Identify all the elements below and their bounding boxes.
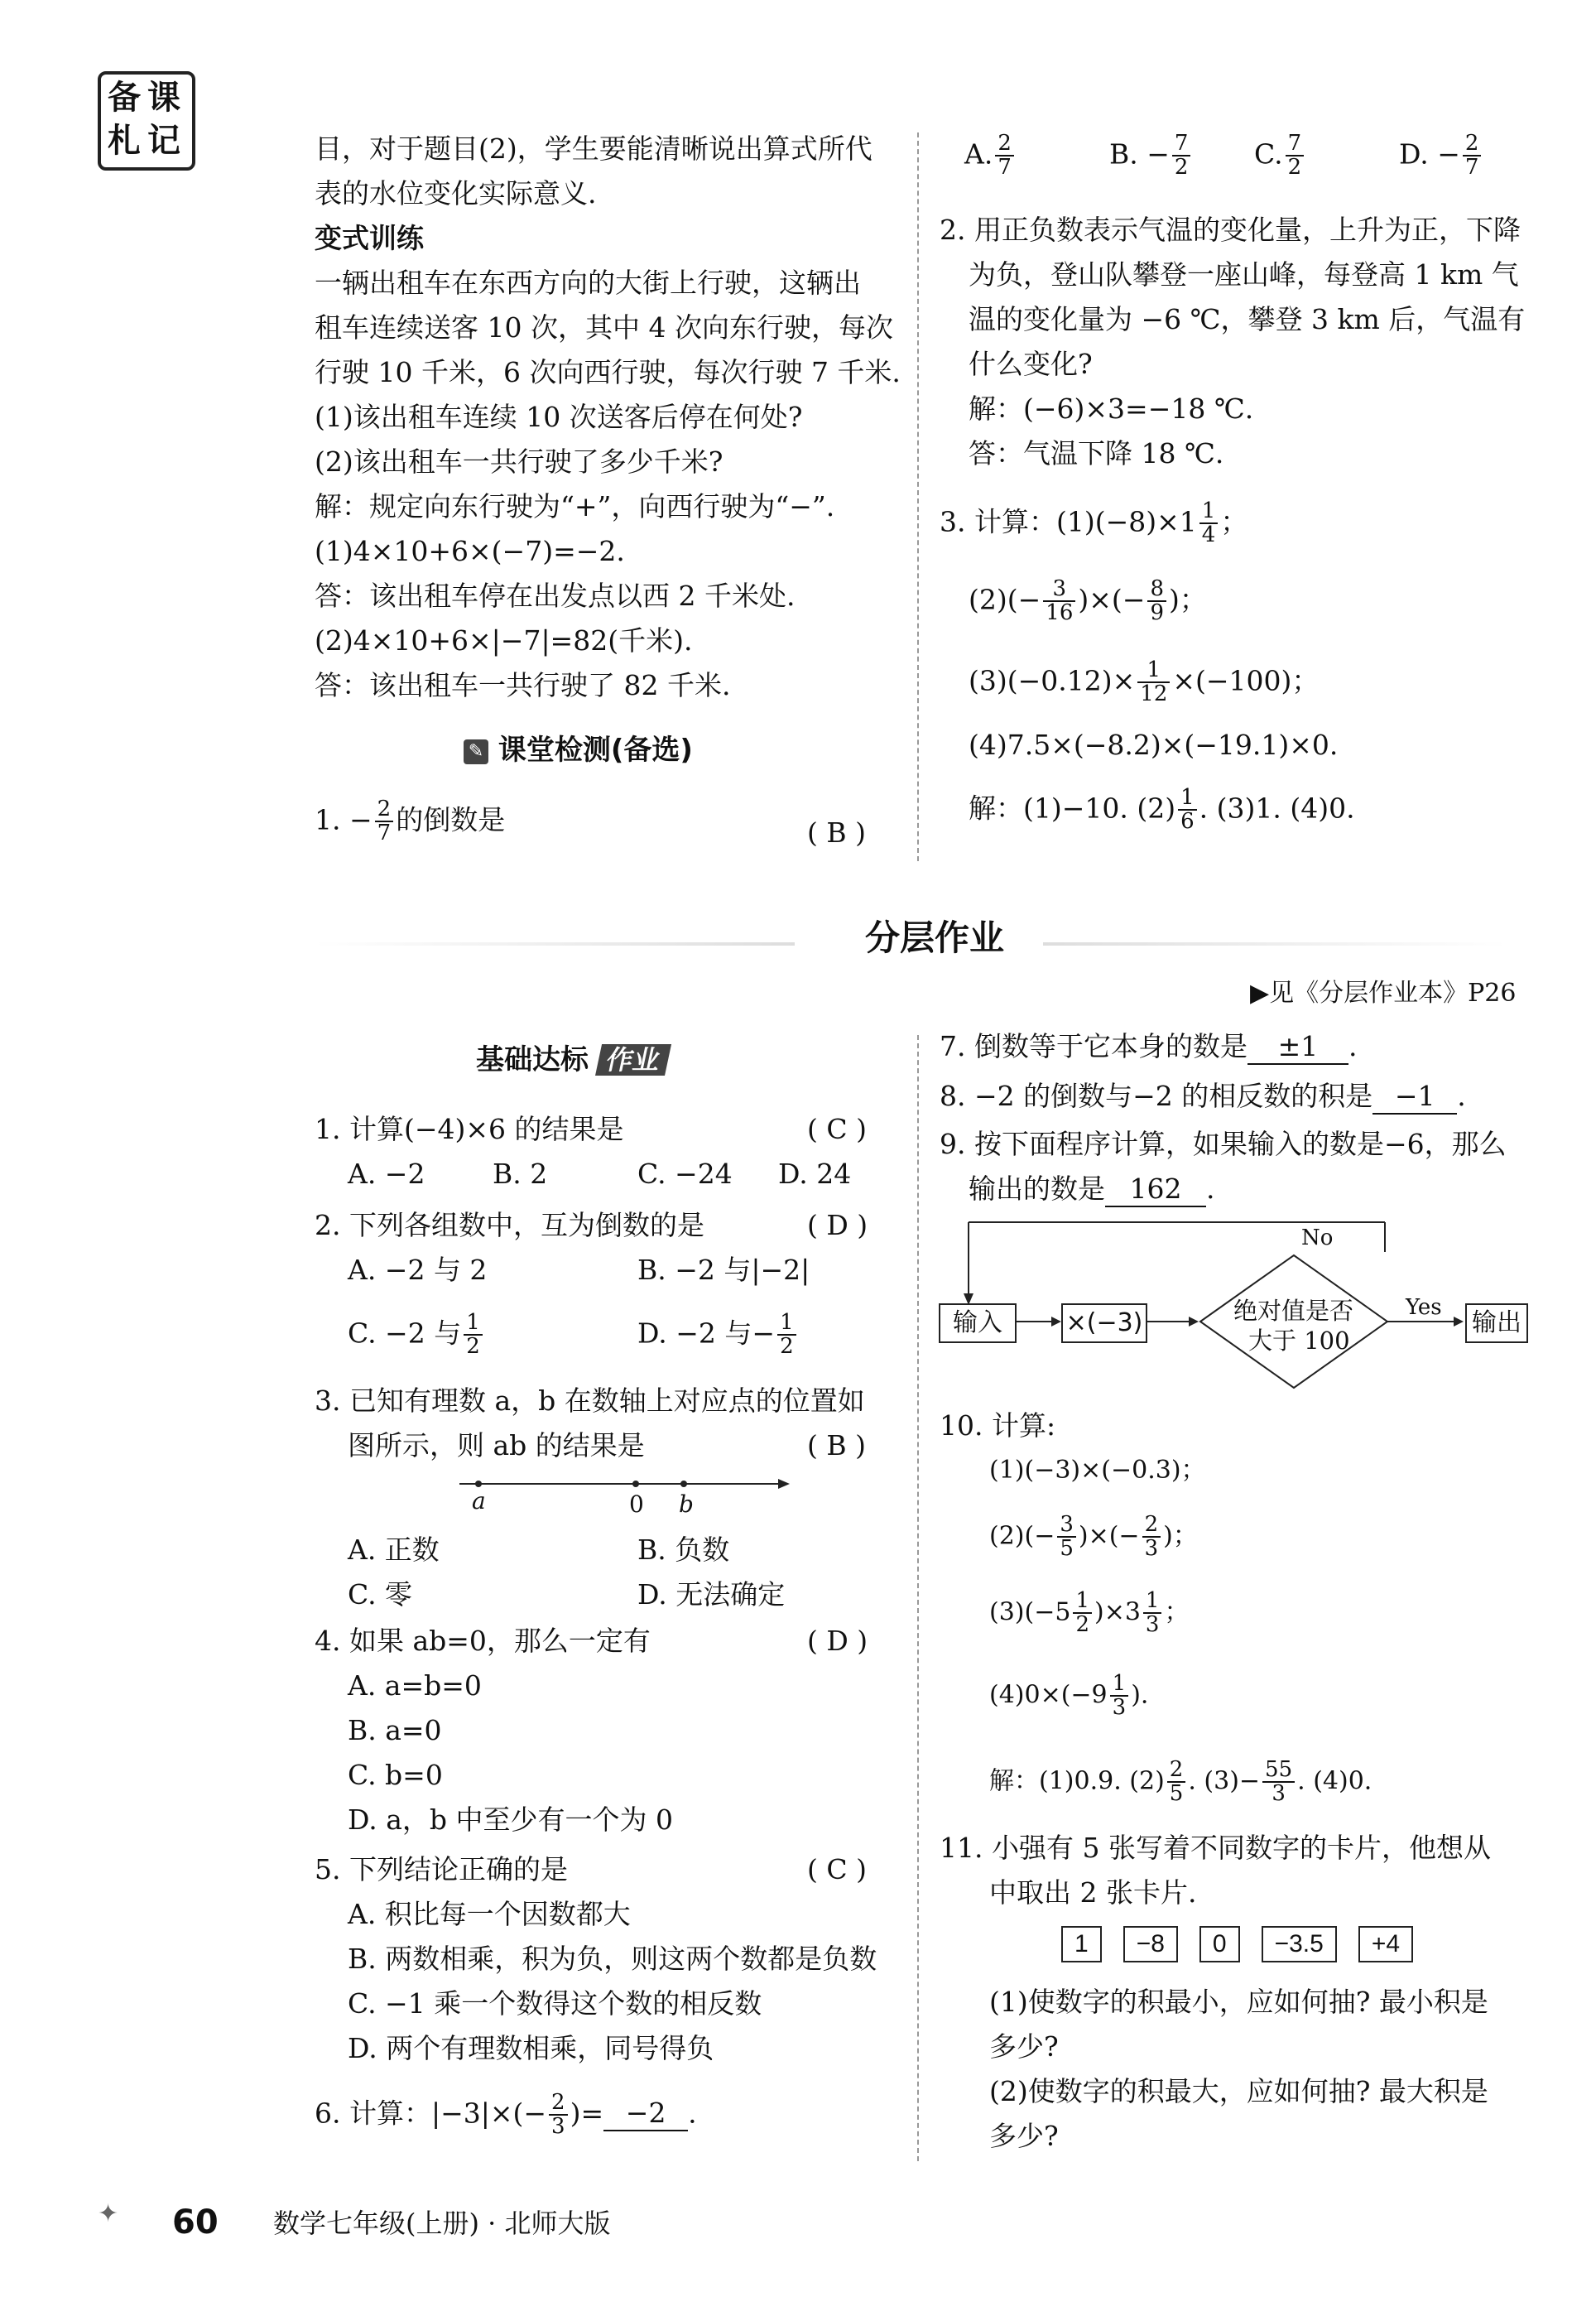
basic-heading <box>476 1043 668 1077</box>
choice-a <box>964 132 1017 180</box>
q-text: )×(− <box>1078 1521 1140 1551</box>
answer-bracket: ( D ) <box>807 1625 868 1657</box>
fraction <box>1143 1590 1162 1637</box>
see-reference: ▶见《分层作业本》P26 <box>1250 979 1517 1008</box>
q-text: ； <box>1164 1597 1190 1627</box>
denominator: 7 <box>1464 155 1479 181</box>
stamp-char: 记 <box>147 122 180 160</box>
flow-condition-2: 大于 100 <box>1248 1327 1350 1355</box>
option: D. 无法确定 <box>637 1578 786 1611</box>
q11-part1: (1)使数字的积最小，应如何抽? 最小积是 <box>989 1986 1488 2018</box>
q-text: . (3)1. (4)0. <box>1199 792 1355 825</box>
fraction <box>1057 1514 1076 1561</box>
q-text: (4)0×(−9 <box>989 1680 1108 1710</box>
numerator: 2 <box>1463 132 1482 156</box>
opt-label: D. − <box>1399 137 1460 171</box>
option: A. a=b=0 <box>348 1669 482 1702</box>
text-line: 解：规定向东行驶为“+”，向西行驶为“−”. <box>315 490 835 522</box>
flow-condition-1: 绝对值是否 <box>1233 1297 1354 1325</box>
text-line: 答：气温下降 18 ℃. <box>969 437 1224 469</box>
q-text: 输出的数是 <box>969 1173 1105 1205</box>
q-text: . (4)0. <box>1297 1766 1372 1796</box>
calc-q3-2 <box>969 578 1207 625</box>
answer-bracket: ( D ) <box>807 1209 868 1241</box>
text-line: 答：该出租车一共行驶了 82 千米. <box>315 669 731 701</box>
numerator: 1 <box>1178 787 1197 811</box>
text-line: 租车连续送客 10 次，其中 4 次向东行驶，每次 <box>315 311 893 344</box>
text-line: (1)4×10+6×(−7)=−2. <box>315 535 625 567</box>
text-line: 行驶 10 千米，6 次向西行驶，每次行驶 7 千米. <box>315 356 901 388</box>
option: D. 两个有理数相乘，同号得负 <box>348 2032 714 2064</box>
fraction <box>375 798 394 845</box>
q-text: 8. −2 的倒数与−2 的相反数的积是 <box>940 1080 1373 1112</box>
numerator: 2 <box>375 798 394 822</box>
text-line: 为负，登山队攀登一座山峰，每登高 1 km 气 <box>969 258 1519 291</box>
page-number: 60 <box>172 2203 219 2242</box>
question-9-cont: 输出的数是 162 . <box>969 1173 1215 1207</box>
denominator: 3 <box>551 2114 565 2140</box>
q-text: 1. 计算(−4)×6 的结果是 <box>315 1113 624 1145</box>
column-divider-top <box>917 132 919 861</box>
homework-tag: 作业 <box>595 1044 671 1076</box>
book-title: 数学七年级(上册) · 北师大版 <box>273 2208 611 2239</box>
denominator: 9 <box>1150 600 1164 626</box>
calc-q3-1: 3. 计算：(1)(−8)×1 $\frac{1}{4}$ ； <box>940 498 1248 548</box>
question-1 <box>315 1113 624 1146</box>
q-text: 解：(1)−10. (2) <box>969 792 1176 825</box>
calc-10-4 <box>989 1673 1148 1720</box>
stamp-char: 备 <box>108 79 141 117</box>
q-text: ×(−100)； <box>1172 664 1320 697</box>
calc-10-solution <box>989 1759 1372 1806</box>
numerator: 7 <box>1286 132 1305 156</box>
text-line: (1)该出租车连续 10 次送客后停在何处? <box>315 401 803 433</box>
question-7: 7. 倒数等于它本身的数是 ±1 . <box>940 1030 1357 1065</box>
numerator: 1 <box>1073 1590 1092 1614</box>
numerator: 2 <box>549 2092 568 2116</box>
fraction <box>1147 578 1166 625</box>
q-text: 3. 计算：(1)(−8)×1 <box>940 505 1197 538</box>
fraction <box>1043 578 1075 625</box>
fraction <box>1286 132 1305 180</box>
option: C. 零 <box>348 1578 413 1611</box>
opt-label: A. <box>964 137 993 171</box>
answer-bracket: ( C ) <box>807 1853 867 1885</box>
stamp-char: 札 <box>108 122 141 160</box>
text-line: (2)该出租车一共行驶了多少千米? <box>315 445 723 478</box>
text-line: 什么变化? <box>969 348 1093 380</box>
option: A. 积比每一个因数都大 <box>348 1898 631 1930</box>
text-line: 2. 用正负数表示气温的变化量，上升为正，下降 <box>940 214 1521 246</box>
numerator: 1 <box>1110 1673 1129 1697</box>
classroom-check-heading <box>464 734 693 768</box>
answer-blank: −2 <box>603 2097 688 2131</box>
q-text: )； <box>1168 583 1207 616</box>
column-divider-bottom <box>917 1035 919 2161</box>
denominator: 2 <box>466 1334 480 1360</box>
numerator: 1 <box>1199 500 1219 524</box>
opt-label: D. −2 与− <box>637 1317 776 1350</box>
question-2: 2. 下列各组数中，互为倒数的是 <box>315 1209 704 1241</box>
fraction <box>464 1312 483 1359</box>
answer-blank: ±1 <box>1247 1030 1348 1065</box>
q-text: . (3)− <box>1188 1766 1261 1796</box>
choice-c <box>1254 132 1306 180</box>
flow-yes: Yes <box>1406 1295 1442 1320</box>
flow-input: 输入 <box>939 1303 1017 1343</box>
choice-b <box>1109 132 1193 180</box>
denominator: 16 <box>1046 600 1074 626</box>
fraction <box>1073 1590 1092 1637</box>
q-prefix: 1. − <box>315 803 373 836</box>
stamp-char: 课 <box>147 79 180 117</box>
text-line: 目，对于题目(2)，学生要能清晰说出算式所代 <box>315 132 873 165</box>
option: A. 正数 <box>348 1534 440 1566</box>
flow-output: 输出 <box>1465 1303 1528 1343</box>
number-line <box>447 1466 795 1524</box>
card-row <box>1061 1926 1435 1962</box>
basic-label: 基础达标 <box>476 1043 589 1076</box>
number-card: 1 <box>1061 1926 1102 1962</box>
text-line: 一辆出租车在东西方向的大街上行驶，这辆出 <box>315 267 861 299</box>
q11-part2: (2)使数字的积最大，应如何抽? 最大积是 <box>989 2075 1488 2107</box>
text-line: 答：该出租车停在出发点以西 2 千米处. <box>315 580 796 612</box>
denominator: 6 <box>1180 809 1195 835</box>
denominator: 2 <box>1174 155 1189 181</box>
denominator: 3 <box>1144 1536 1159 1562</box>
text-line: (2)4×10+6×|−7|=82(千米). <box>315 624 693 657</box>
denominator: 7 <box>377 821 392 846</box>
option: D. 24 <box>778 1158 852 1190</box>
option: C. −24 <box>637 1158 733 1190</box>
q-text: (2)(− <box>989 1521 1055 1551</box>
calc-q3-solution <box>969 787 1355 834</box>
denominator: 4 <box>1201 522 1216 548</box>
answer-blank: 162 <box>1105 1173 1206 1207</box>
numerator: 1 <box>1143 1590 1162 1614</box>
denominator: 12 <box>1140 681 1168 707</box>
number-card: −3.5 <box>1262 1926 1337 1962</box>
option: B. 2 <box>493 1158 548 1190</box>
option: B. 两数相乘，积为负，则这两个数都是负数 <box>348 1943 877 1975</box>
answer-bracket: ( B ) <box>807 1429 866 1461</box>
numerator: 7 <box>1172 132 1191 156</box>
option: B. −2 与|−2| <box>637 1254 810 1286</box>
fraction <box>1167 1759 1186 1806</box>
fraction <box>1172 132 1191 180</box>
fraction <box>995 132 1014 180</box>
question-6 <box>315 2092 697 2139</box>
q-text: )×(− <box>1078 583 1146 616</box>
q-text: 6. 计算：|−3|×(− <box>315 2097 547 2130</box>
fraction <box>549 2092 568 2139</box>
calc-10-3 <box>989 1590 1189 1637</box>
option: B. 负数 <box>637 1534 730 1566</box>
axis-label-zero: 0 <box>629 1490 644 1518</box>
question-3-cont: 图所示，则 ab 的结果是 <box>348 1429 645 1461</box>
numerator: 2 <box>995 132 1014 156</box>
fraction <box>1262 1759 1295 1806</box>
denominator: 2 <box>780 1334 794 1360</box>
answer-blank: −1 <box>1372 1080 1457 1115</box>
q-text: (3)(−5 <box>989 1597 1071 1627</box>
fraction <box>1178 787 1197 834</box>
answer-bracket: ( C ) <box>807 1113 867 1145</box>
numerator: 1 <box>1137 659 1170 683</box>
numerator: 8 <box>1147 578 1166 602</box>
denominator: 2 <box>1287 155 1302 181</box>
question-3: 3. 已知有理数 a，b 在数轴上对应点的位置如 <box>315 1384 865 1417</box>
opt-label: C. <box>1254 137 1283 171</box>
q-text: )= <box>570 2097 604 2130</box>
calc-q3-4: (4)7.5×(−8.2)×(−19.1)×0. <box>969 729 1339 761</box>
axis-label-a: a <box>472 1487 486 1514</box>
title-right-rule <box>1043 942 1507 946</box>
fraction <box>1463 132 1482 180</box>
flow-no: No <box>1301 1226 1334 1250</box>
q-text: ). <box>1131 1680 1149 1710</box>
question-5: 5. 下列结论正确的是 <box>315 1853 568 1885</box>
calc-10-1: (1)(−3)×(−0.3)； <box>989 1456 1206 1485</box>
numerator: 1 <box>777 1312 796 1336</box>
text-line: 温的变化量为 −6 ℃，攀登 3 km 后，气温有 <box>969 303 1526 335</box>
axis-label-b: b <box>679 1490 694 1518</box>
variant-training-heading: 变式训练 <box>315 222 424 254</box>
number-card: 0 <box>1199 1926 1240 1962</box>
question-11: 11. 小强有 5 张写着不同数字的卡片，他想从 <box>940 1832 1491 1864</box>
note-stamp <box>98 71 195 171</box>
question-11-cont: 中取出 2 张卡片. <box>989 1876 1197 1909</box>
question-8: 8. −2 的倒数与−2 的相反数的积是 −1 . <box>940 1080 1466 1115</box>
check-icon: ✎ <box>464 739 488 764</box>
denominator: 3 <box>1272 1781 1286 1807</box>
option <box>348 1312 485 1359</box>
q-text: 的倒数是 <box>396 803 506 836</box>
fraction <box>1137 659 1170 706</box>
option: C. −1 乘一个数得这个数的相反数 <box>348 1987 762 2020</box>
numerator: 1 <box>464 1312 483 1336</box>
denominator: 3 <box>1112 1695 1127 1721</box>
question-4: 4. 如果 ab=0，那么一定有 <box>315 1625 651 1657</box>
number-card: +4 <box>1358 1926 1413 1962</box>
denominator: 5 <box>1060 1536 1074 1562</box>
option <box>637 1312 799 1359</box>
q11-part1-cont: 多少? <box>989 2030 1059 2063</box>
classroom-check-label: 课堂检测(备选) <box>498 734 693 767</box>
number-card: −8 <box>1123 1926 1178 1962</box>
footer-star-icon: ✦ <box>98 2199 119 2228</box>
option: A. −2 与 2 <box>348 1254 488 1286</box>
calc-10-2 <box>989 1514 1198 1561</box>
fraction <box>1110 1673 1129 1720</box>
numerator: 55 <box>1262 1759 1295 1783</box>
opt-label: B. − <box>1109 137 1170 171</box>
flow-multiply: ×(−3) <box>1061 1303 1147 1343</box>
q-text: )×3 <box>1094 1597 1141 1627</box>
numerator: 3 <box>1057 1514 1076 1538</box>
check-question-1 <box>315 798 505 845</box>
fraction <box>777 1312 796 1359</box>
denominator: 5 <box>1169 1781 1184 1807</box>
q-text: (2)(− <box>969 583 1041 616</box>
text-line: 解：(−6)×3=−18 ℃. <box>969 392 1254 425</box>
numerator: 2 <box>1167 1759 1186 1783</box>
text-line: 表的水位变化实际意义. <box>315 177 597 209</box>
calc-q3-3 <box>969 659 1319 706</box>
q-text: (3)(−0.12)× <box>969 664 1136 697</box>
numerator: 3 <box>1043 578 1075 602</box>
opt-label: C. −2 与 <box>348 1317 462 1350</box>
fraction <box>1142 1514 1161 1561</box>
option: B. a=0 <box>348 1714 442 1746</box>
q11-part2-cont: 多少? <box>989 2120 1059 2152</box>
answer-bracket: ( B ) <box>807 816 866 849</box>
q-text: 7. 倒数等于它本身的数是 <box>940 1030 1247 1062</box>
option: D. a，b 中至少有一个为 0 <box>348 1803 674 1836</box>
q-text: . <box>688 2097 697 2130</box>
denominator: 2 <box>1075 1612 1089 1638</box>
fraction <box>1199 500 1219 547</box>
title-left-rule <box>315 942 795 946</box>
q-text: )； <box>1163 1521 1198 1551</box>
denominator: 7 <box>997 155 1012 181</box>
numerator: 2 <box>1142 1514 1161 1538</box>
option: C. b=0 <box>348 1759 443 1791</box>
question-9: 9. 按下面程序计算，如果输入的数是−6，那么 <box>940 1128 1507 1160</box>
page-title: 分层作业 <box>865 917 1005 958</box>
choice-d <box>1399 132 1483 180</box>
option: A. −2 <box>348 1158 425 1190</box>
q-text: 解：(1)0.9. (2) <box>989 1766 1165 1796</box>
question-10: 10. 计算: <box>940 1409 1056 1442</box>
denominator: 3 <box>1145 1612 1160 1638</box>
